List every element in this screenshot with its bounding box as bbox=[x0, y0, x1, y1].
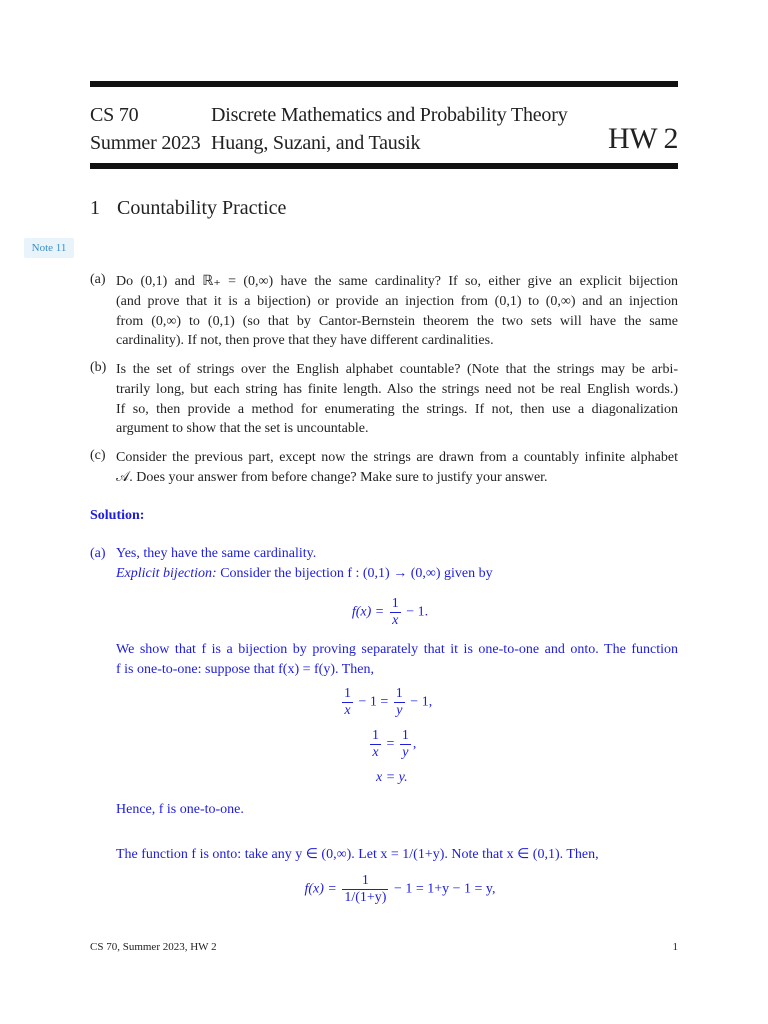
equation-2-line3: x = y. bbox=[376, 770, 408, 785]
header-bottom-rule bbox=[90, 163, 678, 169]
problem-a-text bbox=[116, 272, 678, 351]
eq1-lhs: f(x) = bbox=[351, 604, 385, 620]
show-paragraph bbox=[116, 640, 678, 680]
problem-b-line: trarily long, but each string has finite length. Also the strings need not be real English words.) bbox=[116, 381, 678, 397]
eq2-end: − 1, bbox=[410, 694, 433, 710]
show-line: f is one-to-one: suppose that f(x) = f(y). Then, bbox=[116, 661, 375, 677]
solution-a-line1: Yes, they have the same cardinality. bbox=[116, 546, 317, 561]
solution-a-line2 bbox=[116, 566, 493, 582]
problem-a-label: (a) bbox=[90, 272, 106, 287]
eq2-num: 1 bbox=[395, 686, 403, 701]
eq1-numerator: 1 bbox=[391, 596, 399, 611]
eq1-fraction bbox=[390, 596, 401, 629]
eq1-rhs: − 1. bbox=[406, 604, 429, 620]
eq2-den: x bbox=[344, 703, 351, 718]
eq3-lhs: f(x) = bbox=[304, 881, 337, 897]
bijection-intro: Consider the bijection f : (0,1) → (0,∞) given by bbox=[216, 566, 493, 581]
eq2-comma: , bbox=[412, 736, 417, 752]
equation-2-line2 bbox=[368, 728, 416, 761]
show-line: We show that f is a bijection by proving separately that it is one-to-one and onto. The function bbox=[116, 642, 678, 657]
problem-c-label: (c) bbox=[90, 448, 106, 463]
eq2-den: y bbox=[402, 745, 409, 760]
eq1-denominator: x bbox=[392, 613, 399, 628]
problem-a-line: from (0,∞) to (0,1) (so that by Cantor-Bernstein theorem the two sets will have the same bbox=[116, 313, 678, 329]
problem-c-line: 𝒜. Does your answer from before change? Make sure to justify your answer. bbox=[116, 469, 548, 485]
problem-a-line: cardinality). If not, then prove that they have different cardinalities. bbox=[116, 333, 494, 349]
section-number: 1 bbox=[90, 197, 100, 219]
solution-heading: Solution: bbox=[90, 508, 145, 523]
footer-left: CS 70, Summer 2023, HW 2 bbox=[90, 941, 217, 953]
explicit-bijection-label: Explicit bijection: bbox=[116, 566, 217, 581]
problem-b-line: argument to show that the set is uncountable. bbox=[116, 421, 369, 437]
solution-a-label: (a) bbox=[90, 546, 106, 561]
eq3-denominator: 1/(1+y) bbox=[344, 890, 387, 905]
header-top-rule bbox=[90, 81, 678, 87]
eq2-frac-c bbox=[370, 728, 381, 761]
problem-b-line: Is the set of strings over the English alphabet countable? (Note that the strings may be arbi- bbox=[116, 362, 678, 377]
eq2-frac-a bbox=[342, 686, 353, 719]
eq2-num: 1 bbox=[372, 728, 379, 743]
problem-c-text bbox=[116, 448, 678, 488]
course-title: Discrete Mathematics and Probability Theory bbox=[211, 104, 568, 126]
problem-b-label: (b) bbox=[90, 360, 107, 375]
instructors: Huang, Suzani, and Tausik bbox=[211, 132, 421, 154]
eq2-frac-d bbox=[400, 728, 411, 761]
problem-b-text bbox=[116, 360, 678, 439]
problem-a-line: Do (0,1) and ℝ₊ = (0,∞) have the same cardinality? If so, either give an explicit bijection bbox=[116, 274, 678, 289]
eq2-mid: − 1 = bbox=[358, 694, 389, 710]
problem-b-line: If so, then provide a method for enumerating the strings. If not, then use a diagonalization bbox=[116, 401, 678, 417]
page-number: 1 bbox=[672, 941, 678, 953]
note-badge[interactable]: Note 11 bbox=[24, 238, 74, 258]
eq3-numerator: 1 bbox=[342, 873, 388, 890]
equation-3 bbox=[270, 873, 530, 906]
term: Summer 2023 bbox=[90, 132, 201, 154]
assignment-title: HW 2 bbox=[608, 122, 678, 155]
eq2-num: 1 bbox=[401, 728, 409, 743]
course-code: CS 70 bbox=[90, 104, 139, 126]
eq2-den: x bbox=[372, 745, 379, 760]
problem-a-line: (and prove that it is a bijection) or provide an injection from (0,1) to (0,∞) and an injection bbox=[116, 293, 678, 309]
hence-line: Hence, f is one-to-one. bbox=[116, 802, 244, 817]
equation-1 bbox=[290, 596, 490, 629]
onto-line: The function f is onto: take any y ∈ (0,∞). Let x = 1/(1+y). Note that x ∈ (0,1). Then, bbox=[116, 847, 599, 862]
eq2-frac-b bbox=[394, 686, 405, 719]
eq3-fraction bbox=[342, 873, 388, 906]
eq2-den: y bbox=[396, 703, 403, 718]
equation-2-line1 bbox=[340, 686, 432, 719]
section-title: Countability Practice bbox=[117, 197, 287, 219]
problem-c-line: Consider the previous part, except now the strings are drawn from a countably infinite alphabet bbox=[116, 450, 678, 465]
eq2-num: 1 bbox=[344, 686, 351, 701]
eq2-eq: = bbox=[386, 736, 395, 752]
eq3-rhs: − 1 = 1+y − 1 = y, bbox=[393, 881, 496, 897]
